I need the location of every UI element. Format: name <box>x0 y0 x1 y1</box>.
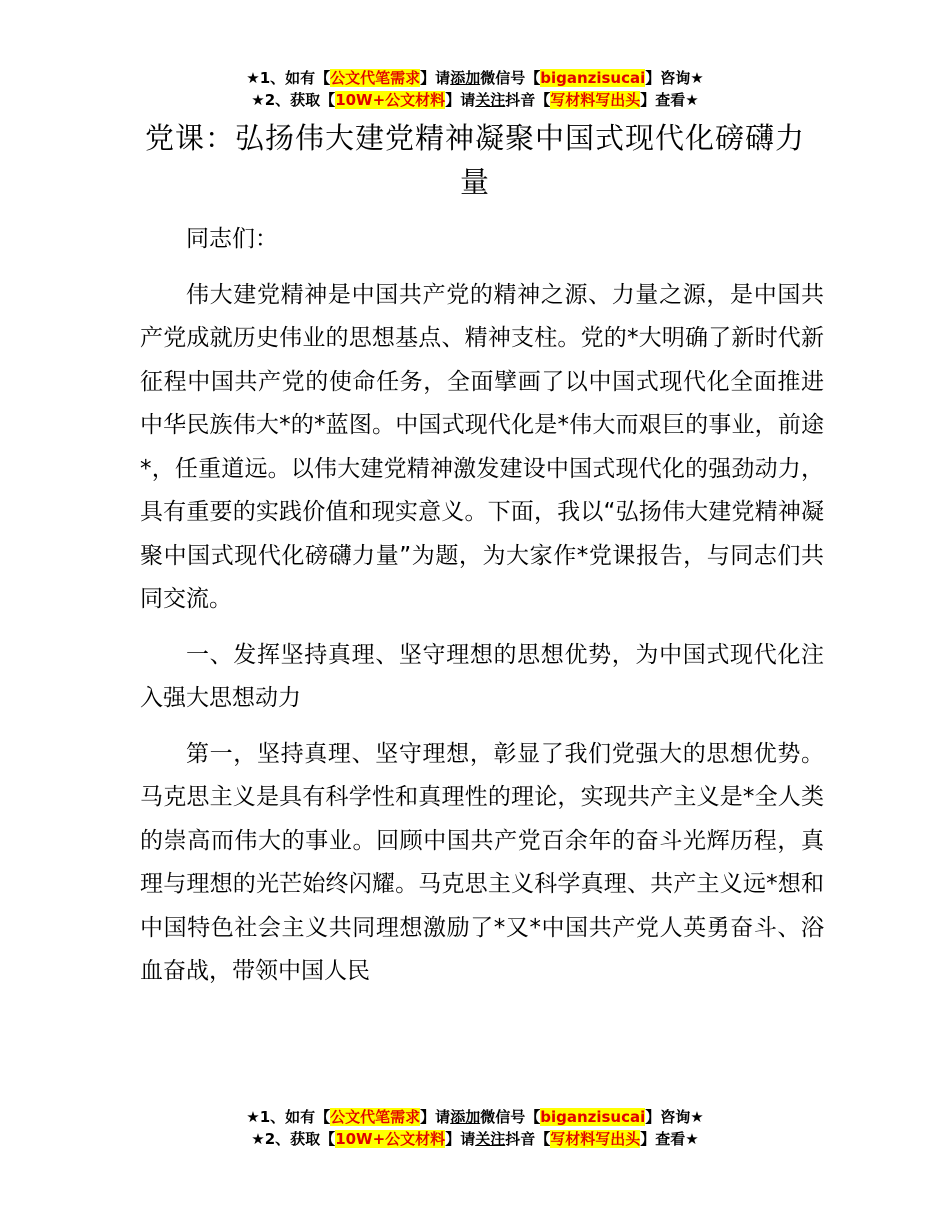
highlight-service: 公文代笔需求 <box>330 1108 421 1126</box>
paragraph: 伟大建党精神是中国共产党的精神之源、力量之源，是中国共产党成就历史伟业的思想基点、精神支柱。党的*大明确了新时代新征程中国共产党的使命任务，全面擘画了以中国式现代化全面推进中华民族伟大*的*蓝图。中国式现代化是*伟大而艰巨的事业，前途*，任重道远。以伟大建党精神激发建设中国式现代化的强劲动力，具有重要的实践价值和现实意义。下面，我以“弘扬伟大建党精神凝聚中国式现代化磅礴力量”为题，为大家作*党课报告，与同志们共同交流。 <box>140 281 824 612</box>
highlight-douyin-id: 写材料写出头 <box>550 1130 641 1148</box>
highlight-douyin-id: 写材料写出头 <box>550 91 641 109</box>
salutation: 同志们： <box>186 226 278 252</box>
highlight-service: 公文代笔需求 <box>330 69 421 87</box>
banner-line-2: ★2、获取【10W+公文材料】请关注抖音【写材料写出头】查看★ <box>251 91 699 109</box>
section-heading: 一、发挥坚持真理、坚守理想的思想优势，为中国式现代化注入强大思想动力 <box>140 641 824 711</box>
banner-line-1: ★1、如有【公文代笔需求】请添加微信号【biganzisucai】咨询★ <box>246 69 704 87</box>
document-body <box>140 218 824 1006</box>
banner-line-2: ★2、获取【10W+公文材料】请关注抖音【写材料写出头】查看★ <box>251 1130 699 1148</box>
highlight-wechat-id: biganzisucai <box>540 1108 646 1126</box>
highlight-materials: 10W+公文材料 <box>335 1130 446 1148</box>
top-banner <box>0 67 950 111</box>
highlight-materials: 10W+公文材料 <box>335 91 446 109</box>
banner-line-1: ★1、如有【公文代笔需求】请添加微信号【biganzisucai】咨询★ <box>246 1108 704 1126</box>
bottom-banner <box>0 1106 950 1150</box>
paragraph: 第一，坚持真理、坚守理想，彰显了我们党强大的思想优势。马克思主义是具有科学性和真理性的理论，实现共产主义是*全人类的崇高而伟大的事业。回顾中国共产党百余年的奋斗光辉历程，真理与理想的光芒始终闪耀。马克思主义科学真理、共产主义远*想和中国特色社会主义共同理想激励了*又*中国共产党人英勇奋斗、浴血奋战，带领中国人民 <box>140 740 824 984</box>
document-title: 党课：弘扬伟大建党精神凝聚中国式现代化磅礴力量 <box>144 121 805 199</box>
highlight-wechat-id: biganzisucai <box>540 69 646 87</box>
